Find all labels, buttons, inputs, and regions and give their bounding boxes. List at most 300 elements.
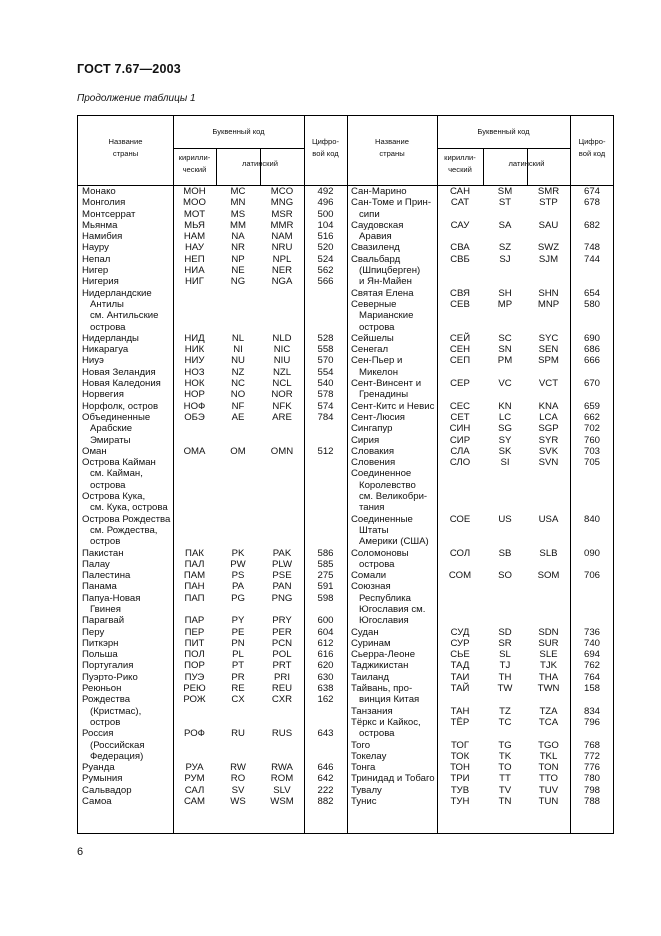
left-lat3-cell	[260, 299, 304, 310]
left-cyr-cell: ПАН	[184, 581, 205, 593]
right-cyr-cell	[437, 536, 483, 547]
right-name-cell: Тонга	[351, 762, 376, 774]
right-num-cell	[570, 231, 614, 242]
left-num-cell: 882	[317, 796, 334, 808]
left-name-cell: Папуа-Новая	[82, 592, 141, 604]
left-name-cell: см. Рождества,	[82, 524, 158, 536]
left-cyr-cell: ПИТ	[184, 637, 205, 649]
left-name-cell: Новая Каледония	[82, 378, 161, 390]
right-cyr-cell: САТ	[450, 197, 470, 209]
left-num-cell: 496	[317, 197, 334, 209]
left-num-cell	[304, 536, 347, 547]
right-num-cell: 090	[583, 547, 600, 559]
left-cyr-cell	[173, 502, 216, 513]
right-cyr-cell	[437, 593, 483, 604]
right-num-cell: 776	[583, 762, 600, 774]
left-lat2-cell: PG	[231, 592, 245, 604]
left-lat3-cell: NPL	[272, 253, 292, 265]
left-lat3-cell	[260, 604, 304, 615]
right-name-cell: острова	[351, 321, 395, 333]
right-name-cell: Сент-Китс и Невис	[351, 400, 435, 412]
right-num-cell: 580	[583, 298, 600, 310]
left-num-cell: 604	[317, 626, 334, 638]
left-lat3-cell: NLD	[272, 332, 292, 344]
right-cyr-cell	[437, 502, 483, 513]
left-num-cell: 784	[317, 411, 334, 423]
right-lat3-cell	[527, 265, 570, 276]
left-lat2-cell	[216, 310, 260, 321]
left-lat3-cell	[260, 514, 304, 525]
left-num-cell: 516	[317, 231, 334, 243]
right-num-cell	[570, 559, 614, 570]
left-lat3-cell: NER	[271, 265, 293, 277]
right-name-cell: Сирия	[351, 434, 380, 446]
right-cyr-cell	[437, 265, 483, 276]
left-lat2-cell: NR	[231, 242, 245, 254]
left-num-cell: 512	[317, 445, 334, 457]
right-lat3-cell: SLE	[539, 649, 558, 661]
left-lat2-cell: NU	[231, 355, 245, 367]
left-lat2-cell	[216, 457, 260, 468]
left-lat3-cell: NIU	[273, 355, 291, 367]
right-num-cell: 796	[583, 716, 600, 728]
right-cyr-cell: СОЛ	[449, 547, 471, 559]
left-num-cell: 275	[317, 570, 334, 582]
right-num-cell: 678	[583, 197, 600, 209]
left-lat2-cell	[216, 322, 260, 333]
left-lat2-cell: PS	[231, 570, 245, 582]
left-lat2-cell: RO	[230, 773, 246, 785]
left-cyr-cell	[173, 525, 216, 536]
left-lat3-cell: MNG	[270, 197, 294, 209]
right-lat3-cell: TGO	[538, 739, 559, 751]
left-name-cell: Нигерия	[82, 276, 119, 288]
left-cyr-cell: ОМА	[183, 445, 206, 457]
right-lat2-cell: SC	[498, 332, 512, 344]
table-caption: Продолжение таблицы 1	[77, 93, 196, 104]
left-num-cell	[304, 423, 347, 434]
right-num-cell: 760	[583, 434, 600, 446]
right-lat3-cell	[527, 604, 570, 615]
right-lat3-cell: TKL	[539, 750, 558, 762]
left-num-cell: 612	[317, 637, 334, 649]
right-lat2-cell: SM	[497, 186, 513, 197]
right-cyr-cell: ТАИ	[450, 671, 470, 683]
right-cyr-cell: СЕН	[449, 344, 471, 356]
right-cyr-cell: ТЁР	[450, 716, 470, 728]
right-num-cell: 670	[583, 378, 600, 390]
right-cyr-cell: САН	[449, 186, 471, 197]
right-num-cell	[570, 525, 614, 536]
left-num-cell: 585	[317, 558, 334, 570]
left-lat3-cell: NFK	[272, 400, 292, 412]
right-num-cell: 703	[583, 445, 600, 457]
left-num-cell: 540	[317, 378, 334, 390]
left-lat2-cell: RW	[230, 762, 246, 774]
right-lat2-cell: TN	[498, 796, 512, 808]
right-num-cell	[570, 389, 614, 400]
left-lat2-cell: PE	[231, 626, 245, 638]
right-lat3-cell: TTO	[538, 773, 558, 785]
right-num-cell	[570, 581, 614, 592]
left-name-cell: острова	[82, 479, 126, 491]
right-num-cell: 740	[583, 637, 600, 649]
right-latin3-column	[527, 186, 570, 807]
right-lat2-cell: LC	[498, 411, 512, 423]
left-name-cell: Новая Зеландия	[82, 366, 156, 378]
right-lat3-cell: SUR	[538, 637, 559, 649]
left-num-cell	[304, 322, 347, 333]
right-num-cell: 840	[583, 513, 600, 525]
left-num-cell	[304, 468, 347, 479]
left-name-cell: Перу	[82, 626, 105, 638]
left-num-cell: 578	[317, 389, 334, 401]
right-cyr-cell	[437, 491, 483, 502]
left-cyr-cell: ПАМ	[183, 570, 206, 582]
right-name-cell: Америки (США)	[351, 536, 429, 548]
left-lat3-cell: NIC	[273, 344, 291, 356]
left-lat2-cell: RE	[231, 683, 245, 695]
right-num-cell: 666	[583, 355, 600, 367]
left-name-cell: Антилы	[82, 298, 124, 310]
right-lat3-cell: TON	[538, 762, 559, 774]
right-name-cell: Гренадины	[351, 389, 409, 401]
left-name-cell: Норвегия	[82, 389, 124, 401]
left-lat3-cell	[260, 480, 304, 491]
right-lat2-cell: MP	[497, 298, 513, 310]
right-name-cell: Сьерра-Леоне	[351, 649, 416, 661]
right-lat3-cell: SYR	[538, 434, 559, 446]
left-lat3-cell: NOR	[271, 389, 293, 401]
left-cyr-cell: РУМ	[184, 773, 205, 785]
right-cyr-cell	[437, 525, 483, 536]
left-lat3-cell: CXR	[271, 694, 293, 706]
right-lat2-cell: SD	[498, 626, 512, 638]
right-lat3-cell: SPM	[538, 355, 559, 367]
left-cyr-cell	[173, 536, 216, 547]
right-lat3-cell: SVN	[538, 457, 559, 469]
right-lat2-cell: TW	[497, 683, 513, 695]
right-numeric-column	[570, 186, 614, 807]
left-cyr-cell: НАУ	[185, 242, 204, 254]
right-cyr-cell	[437, 231, 483, 242]
right-lat2-cell: SY	[498, 434, 512, 446]
right-lat2-cell: SK	[498, 445, 512, 457]
left-cyr-cell	[173, 514, 216, 525]
left-lat3-cell	[260, 525, 304, 536]
right-cyr-cell: СЕТ	[450, 411, 470, 423]
left-num-cell: 528	[317, 332, 334, 344]
left-name-cell: Пакистан	[82, 547, 124, 559]
right-name-cell: сипи	[351, 208, 380, 220]
document-title: ГОСТ 7.67—2003	[77, 62, 181, 76]
left-num-cell: 570	[317, 355, 334, 367]
right-cyr-cell	[437, 480, 483, 491]
right-lat2-cell: TK	[498, 750, 512, 762]
right-name-cell: Соединенные	[351, 513, 413, 525]
left-name-cell: Непал	[82, 253, 111, 265]
right-lat2-cell: TG	[498, 739, 512, 751]
left-lat2-cell: PA	[231, 581, 245, 593]
left-cyr-cell	[173, 423, 216, 434]
right-name-cell: Югославия см.	[351, 603, 426, 615]
left-name-cell: Ниуэ	[82, 355, 104, 367]
right-lat2-cell	[483, 536, 527, 547]
header-digital-code: Цифро- вой код	[311, 137, 340, 158]
right-lat3-cell: STP	[539, 197, 558, 209]
right-num-cell: 748	[583, 242, 600, 254]
left-lat3-cell: SLV	[273, 784, 291, 796]
right-name-cell: см. Великобри-	[351, 491, 428, 503]
left-lat2-cell	[216, 480, 260, 491]
right-num-cell: 662	[583, 411, 600, 423]
right-num-cell	[570, 265, 614, 276]
right-cyr-cell	[437, 389, 483, 400]
left-lat3-cell: PCN	[271, 637, 293, 649]
left-num-cell: 492	[317, 186, 334, 197]
left-cyr-cell: ПАП	[184, 592, 205, 604]
right-cyr-cell: ТОН	[450, 762, 470, 774]
right-lat3-cell: SHN	[538, 287, 559, 299]
left-cyr-cell	[173, 310, 216, 321]
right-lat3-cell	[527, 559, 570, 570]
right-num-cell	[570, 276, 614, 287]
right-lat3-cell	[527, 367, 570, 378]
right-lat2-cell	[483, 322, 527, 333]
left-lat3-cell	[260, 457, 304, 468]
right-cyr-cell: СУД	[450, 626, 470, 638]
right-name-cell: Сент-Винсент и	[351, 378, 422, 390]
left-num-cell: 574	[317, 400, 334, 412]
right-name-cell: Соломоновы	[351, 547, 409, 559]
left-cyr-cell	[173, 288, 216, 299]
right-lat3-cell	[527, 502, 570, 513]
right-cyr-cell: ТАЙ	[450, 683, 470, 695]
right-cyr-cell	[437, 728, 483, 739]
right-cyr-cell: ТАД	[450, 660, 470, 672]
right-cyr-cell	[437, 322, 483, 333]
right-lat2-cell: PM	[497, 355, 513, 367]
left-name-cell: Нидерландские	[82, 287, 152, 299]
right-lat2-cell: SL	[499, 649, 511, 661]
right-name-cell: Аравия	[351, 231, 392, 243]
left-lat3-cell: RWA	[271, 762, 293, 774]
right-num-cell: 682	[583, 219, 600, 231]
left-num-cell	[304, 525, 347, 536]
right-lat2-cell: KN	[498, 400, 512, 412]
left-num-cell: 558	[317, 344, 334, 356]
left-cyr-cell	[173, 604, 216, 615]
right-lat2-cell	[483, 525, 527, 536]
left-lat3-cell	[260, 717, 304, 728]
right-lat3-cell	[527, 310, 570, 321]
left-lat2-cell	[216, 525, 260, 536]
left-num-cell: 616	[317, 649, 334, 661]
right-cyr-cell: СЕР	[450, 378, 470, 390]
left-lat3-cell: ARE	[272, 411, 292, 423]
left-cyr-cell: НОФ	[183, 400, 206, 412]
right-num-cell	[570, 604, 614, 615]
left-name-cell: Оман	[82, 445, 107, 457]
right-lat2-cell: US	[498, 513, 512, 525]
left-num-cell: 642	[317, 773, 334, 785]
right-num-cell: 788	[583, 796, 600, 808]
right-cyr-cell: СОМ	[448, 570, 472, 582]
left-lat3-cell	[260, 310, 304, 321]
left-num-cell	[304, 740, 347, 751]
right-lat3-cell	[527, 581, 570, 592]
left-num-cell	[304, 457, 347, 468]
right-lat2-cell: TC	[498, 716, 512, 728]
left-num-cell: 620	[317, 660, 334, 672]
left-lat2-cell: NZ	[231, 366, 245, 378]
right-name-cell: Марианские	[351, 310, 414, 322]
left-cyr-cell: НИК	[184, 344, 205, 356]
left-num-cell	[304, 706, 347, 717]
left-lat3-cell: NZL	[272, 366, 292, 378]
left-num-cell	[304, 435, 347, 446]
left-num-cell: 630	[317, 671, 334, 683]
left-lat2-cell: PW	[230, 558, 246, 570]
left-numeric-column	[304, 186, 347, 807]
left-cyr-cell: НАМ	[183, 231, 206, 243]
left-lat2-cell: PT	[231, 660, 245, 672]
right-num-cell	[570, 728, 614, 739]
right-num-cell	[570, 322, 614, 333]
right-lat3-cell: TUN	[538, 796, 559, 808]
left-lat2-cell	[216, 491, 260, 502]
left-name-cell: Палау	[82, 558, 110, 570]
left-cyr-cell	[173, 706, 216, 717]
left-name-cell: Намибия	[82, 231, 123, 243]
left-name-cell: см. Кука, острова	[82, 502, 168, 514]
left-lat3-cell: PER	[272, 626, 292, 638]
left-name-cell: Руанда	[82, 762, 115, 774]
header-latin: латинский	[241, 159, 278, 168]
left-lat3-cell: NGA	[271, 276, 293, 288]
right-lat3-cell	[527, 615, 570, 626]
right-num-cell: 706	[583, 570, 600, 582]
right-cyr-cell	[437, 367, 483, 378]
left-num-cell: 646	[317, 762, 334, 774]
right-name-cell: Сент-Люсия	[351, 411, 405, 423]
left-lat2-cell: NL	[231, 332, 245, 344]
right-cyr-cell	[437, 694, 483, 705]
left-lat2-cell: PN	[231, 637, 245, 649]
right-lat2-cell: SJ	[499, 253, 511, 265]
right-lat3-cell: SLB	[539, 547, 558, 559]
right-lat2-cell	[483, 468, 527, 479]
left-cyr-cell: ПУЭ	[184, 671, 205, 683]
header-letter-code: Буквенный код	[212, 127, 265, 136]
right-lat3-cell: TZA	[539, 705, 558, 717]
header-cyrillic: кирилли- ческий	[178, 153, 211, 174]
left-lat2-cell: PR	[231, 671, 245, 683]
right-lat2-cell	[483, 491, 527, 502]
left-num-cell: 638	[317, 683, 334, 695]
left-cyr-cell	[173, 751, 216, 762]
right-lat2-cell: TV	[498, 784, 512, 796]
right-name-cell: Тувалу	[351, 784, 382, 796]
right-cyr-cell	[437, 468, 483, 479]
right-name-cell: Югославия	[351, 615, 409, 627]
left-lat3-cell: PAN	[272, 581, 292, 593]
header-digital-code: Цифро- вой код	[578, 137, 606, 158]
right-name-cell: Союзная	[351, 581, 391, 593]
left-name-cell: Польша	[82, 649, 118, 661]
right-cyr-cell: СУР	[450, 637, 470, 649]
left-name-cell: Объединенные	[82, 411, 151, 423]
left-name-cell: Арабские	[82, 423, 133, 435]
right-name-cell: Сейшелы	[351, 332, 394, 344]
right-lat2-cell	[483, 265, 527, 276]
left-num-cell: 222	[317, 784, 334, 796]
right-cyr-cell: ТОГ	[450, 739, 470, 751]
left-lat2-cell: MN	[230, 197, 246, 209]
left-cyr-cell: ОБЭ	[184, 411, 205, 423]
left-cyr-cell: ПОЛ	[184, 649, 205, 661]
left-cyr-cell: ПАР	[184, 615, 205, 627]
left-name-cell: Сальвадор	[82, 784, 132, 796]
left-num-cell: 591	[317, 581, 334, 593]
right-name-cell: Святая Елена	[351, 287, 414, 299]
left-name-cell: (Кристмас),	[82, 705, 142, 717]
right-lat3-cell	[527, 209, 570, 220]
right-lat3-cell	[527, 468, 570, 479]
right-lat3-cell: SMR	[537, 186, 560, 197]
right-num-cell	[570, 209, 614, 220]
right-num-cell	[570, 468, 614, 479]
right-num-cell	[570, 694, 614, 705]
right-lat3-cell: TUV	[538, 784, 559, 796]
left-lat2-cell: NP	[231, 253, 245, 265]
right-num-cell: 768	[583, 739, 600, 751]
right-lat3-cell: TCA	[538, 716, 559, 728]
right-lat2-cell: SI	[500, 457, 510, 469]
right-name-cell: острова	[351, 728, 395, 740]
left-lat2-cell	[216, 423, 260, 434]
left-lat3-cell	[260, 502, 304, 513]
left-cyr-cell: САЛ	[184, 784, 205, 796]
left-cyr-cell	[173, 491, 216, 502]
left-num-cell: 586	[317, 547, 334, 559]
left-lat3-cell: POL	[272, 649, 292, 661]
left-name-cell: Рождества	[82, 694, 131, 706]
left-lat3-cell	[260, 322, 304, 333]
right-name-cell: Тёркс и Кайкос,	[351, 716, 421, 728]
right-lat2-cell	[483, 389, 527, 400]
left-lat2-cell: MS	[230, 208, 246, 220]
right-lat2-cell: SR	[498, 637, 512, 649]
right-lat2-cell	[483, 209, 527, 220]
left-lat3-cell: NCL	[272, 378, 292, 390]
right-lat2-cell	[483, 581, 527, 592]
left-name-cell: Самоа	[82, 796, 112, 808]
left-lat3-cell: PNG	[271, 592, 293, 604]
left-lat3-cell: PAK	[272, 547, 292, 559]
right-name-cell: Свальбард	[351, 253, 401, 265]
left-name-cell: Науру	[82, 242, 109, 254]
right-num-cell: 834	[583, 705, 600, 717]
left-lat3-cell	[260, 536, 304, 547]
right-lat3-cell	[527, 536, 570, 547]
right-num-cell: 690	[583, 332, 600, 344]
right-name-cell: Сан-Томе и Прин-	[351, 197, 432, 209]
left-lat2-cell: NA	[231, 231, 245, 243]
right-num-cell	[570, 502, 614, 513]
left-name-cell: Норфолк, остров	[82, 400, 159, 412]
right-name-cell: Того	[351, 739, 371, 751]
